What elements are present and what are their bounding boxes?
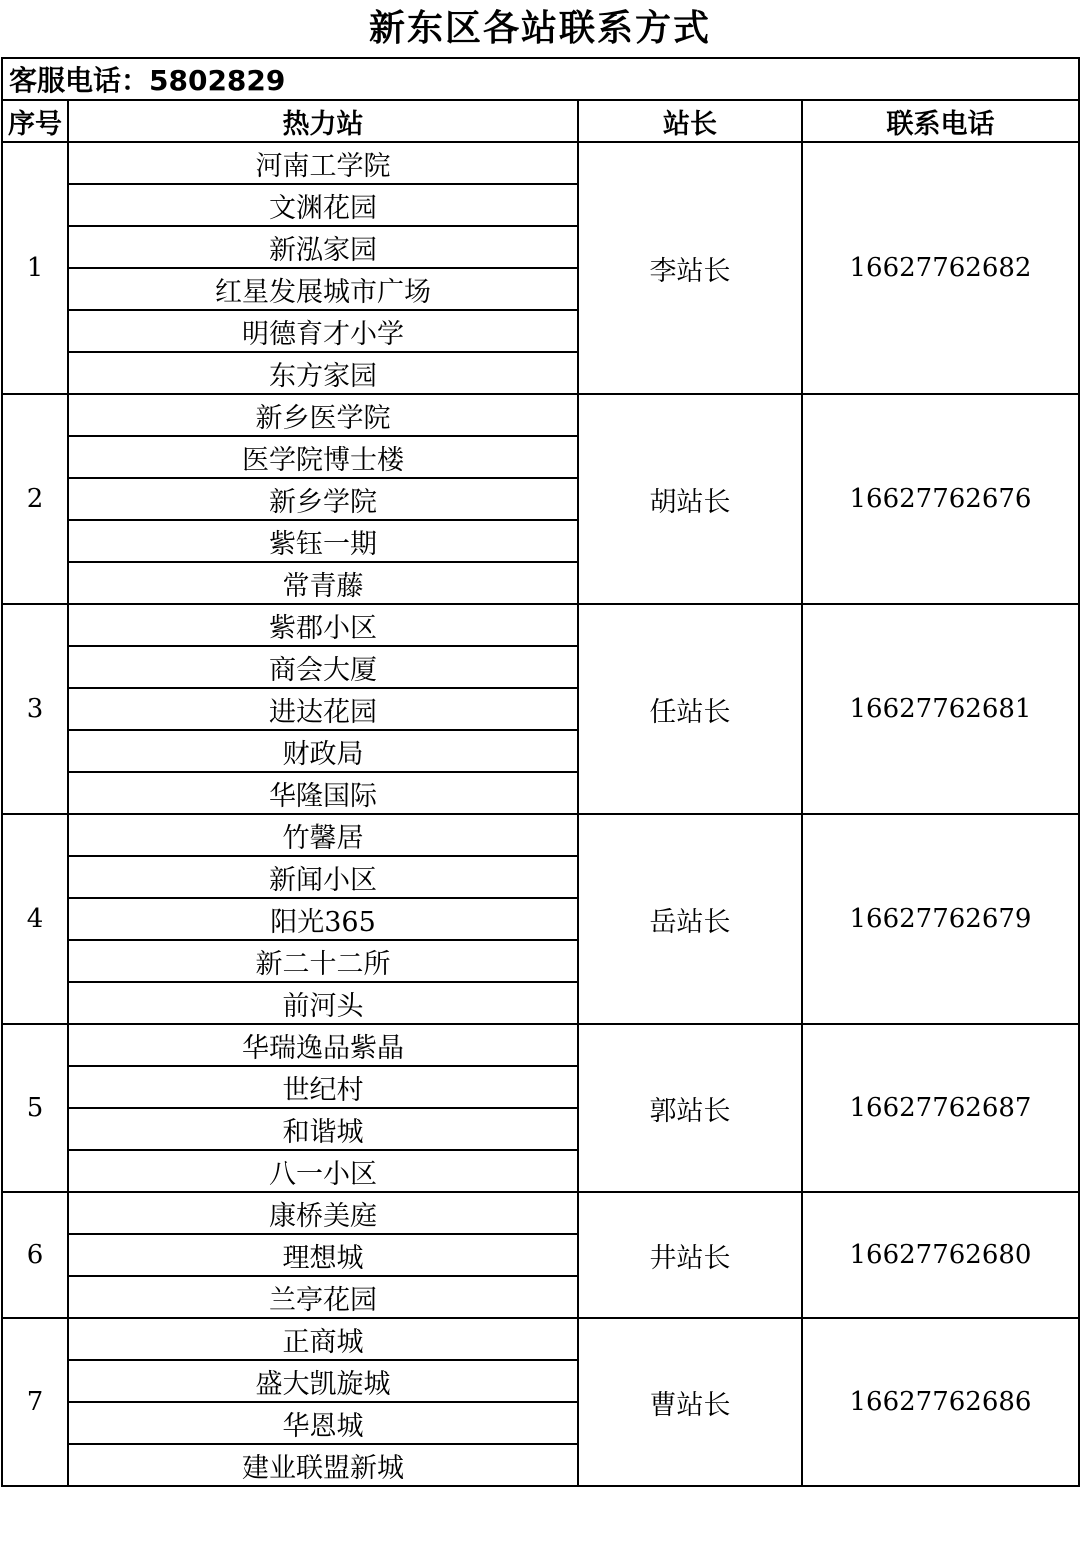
seq-cell: 4 xyxy=(2,814,68,1024)
station-cell: 华隆国际 xyxy=(68,772,578,814)
station-cell: 文渊花园 xyxy=(68,184,578,226)
station-cell: 进达花园 xyxy=(68,688,578,730)
seq-cell: 2 xyxy=(2,394,68,604)
station-cell: 建业联盟新城 xyxy=(68,1444,578,1486)
manager-cell: 任站长 xyxy=(578,604,802,814)
seq-cell: 1 xyxy=(2,142,68,394)
station-cell: 理想城 xyxy=(68,1234,578,1276)
station-cell: 康桥美庭 xyxy=(68,1192,578,1234)
station-cell: 前河头 xyxy=(68,982,578,1024)
manager-cell: 岳站长 xyxy=(578,814,802,1024)
station-cell: 常青藤 xyxy=(68,562,578,604)
station-cell: 和谐城 xyxy=(68,1108,578,1150)
phone-cell: 16627762686 xyxy=(802,1318,1079,1486)
phone-cell: 16627762680 xyxy=(802,1192,1079,1318)
seq-cell: 3 xyxy=(2,604,68,814)
station-cell: 八一小区 xyxy=(68,1150,578,1192)
phone-cell: 16627762687 xyxy=(802,1024,1079,1192)
header-manager: 站长 xyxy=(578,100,802,142)
station-cell: 新闻小区 xyxy=(68,856,578,898)
station-cell: 阳光365 xyxy=(68,898,578,940)
station-cell: 医学院博士楼 xyxy=(68,436,578,478)
table-row xyxy=(2,1192,1079,1234)
seq-cell: 5 xyxy=(2,1024,68,1192)
manager-cell: 井站长 xyxy=(578,1192,802,1318)
station-cell: 财政局 xyxy=(68,730,578,772)
seq-cell: 6 xyxy=(2,1192,68,1318)
station-cell: 红星发展城市广场 xyxy=(68,268,578,310)
phone-cell: 16627762682 xyxy=(802,142,1079,394)
station-cell: 世纪村 xyxy=(68,1066,578,1108)
table-row xyxy=(2,1024,1079,1066)
manager-cell: 郭站长 xyxy=(578,1024,802,1192)
station-cell: 河南工学院 xyxy=(68,142,578,184)
manager-cell: 胡站长 xyxy=(578,394,802,604)
page-title: 新东区各站联系方式 xyxy=(368,8,711,49)
station-cell: 紫钰一期 xyxy=(68,520,578,562)
table-row xyxy=(2,604,1079,646)
phone-cell: 16627762676 xyxy=(802,394,1079,604)
station-cell: 新乡医学院 xyxy=(68,394,578,436)
table-row xyxy=(2,142,1079,184)
station-cell: 新二十二所 xyxy=(68,940,578,982)
station-cell: 明德育才小学 xyxy=(68,310,578,352)
station-cell: 华恩城 xyxy=(68,1402,578,1444)
station-cell: 盛大凯旋城 xyxy=(68,1360,578,1402)
station-cell: 新泓家园 xyxy=(68,226,578,268)
hotline-cell: 客服电话：5802829 xyxy=(2,58,1079,100)
station-contact-table xyxy=(1,57,1080,1487)
station-cell: 紫郡小区 xyxy=(68,604,578,646)
station-cell: 商会大厦 xyxy=(68,646,578,688)
station-cell: 华瑞逸品紫晶 xyxy=(68,1024,578,1066)
station-cell: 正商城 xyxy=(68,1318,578,1360)
header-station: 热力站 xyxy=(68,100,578,142)
phone-cell: 16627762679 xyxy=(802,814,1079,1024)
table-row xyxy=(2,394,1079,436)
seq-cell: 7 xyxy=(2,1318,68,1486)
header-phone: 联系电话 xyxy=(802,100,1079,142)
manager-cell: 李站长 xyxy=(578,142,802,394)
station-cell: 新乡学院 xyxy=(68,478,578,520)
manager-cell: 曹站长 xyxy=(578,1318,802,1486)
table-row xyxy=(2,814,1079,856)
header-seq: 序号 xyxy=(2,100,68,142)
station-cell: 东方家园 xyxy=(68,352,578,394)
table-row xyxy=(2,1318,1079,1360)
phone-cell: 16627762681 xyxy=(802,604,1079,814)
station-cell: 竹馨居 xyxy=(68,814,578,856)
station-cell: 兰亭花园 xyxy=(68,1276,578,1318)
